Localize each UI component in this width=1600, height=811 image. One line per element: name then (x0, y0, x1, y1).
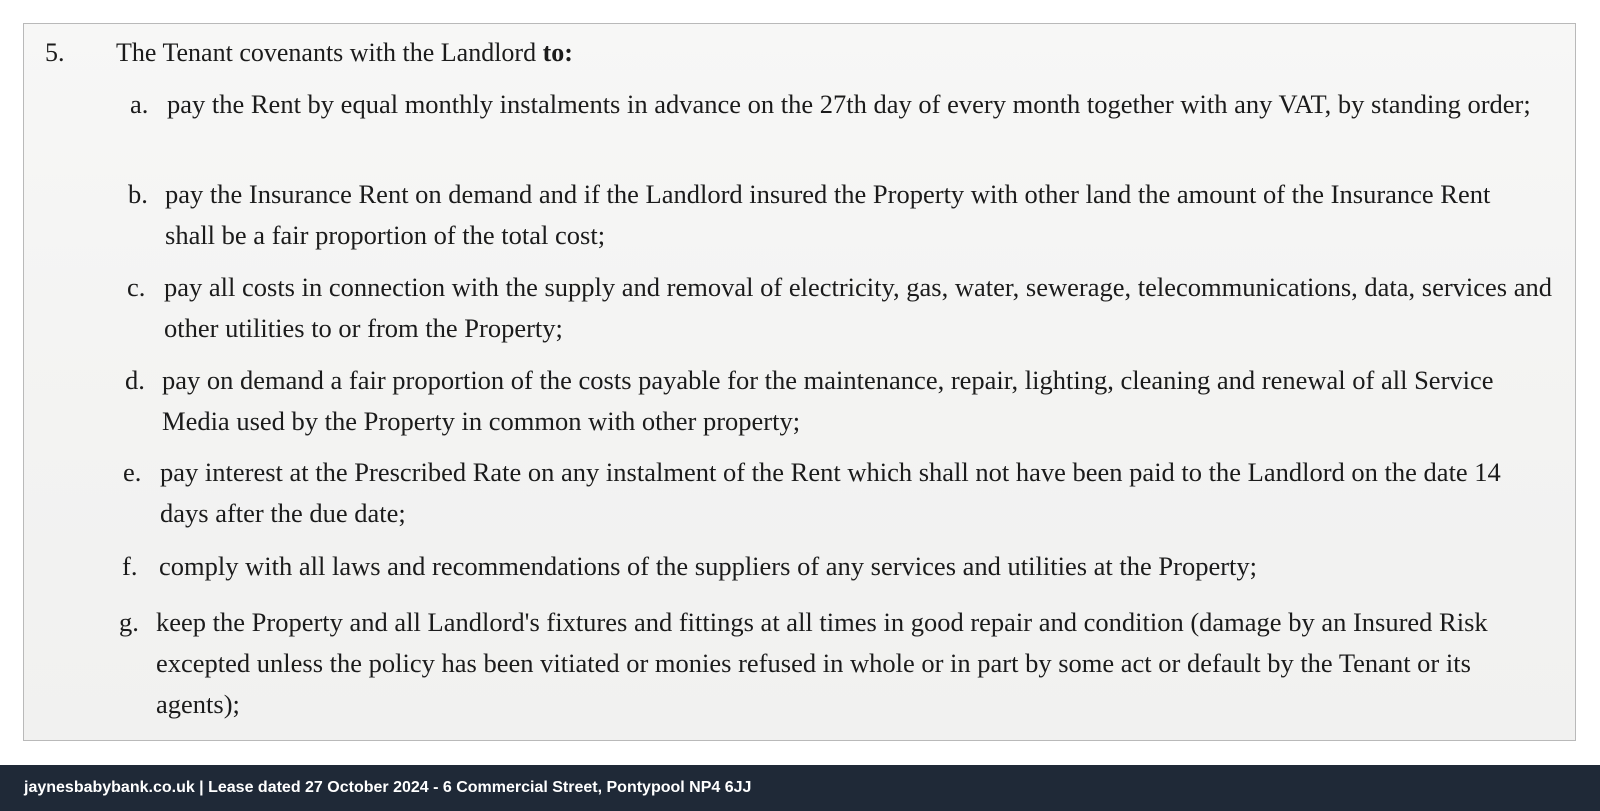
clause-item-e (123, 452, 1543, 534)
clause-intro-bold: to: (542, 38, 573, 67)
clause-item-a (130, 84, 1555, 125)
clause-heading (45, 38, 573, 68)
clause-item-g (119, 602, 1559, 725)
footer-caption: jaynesbabybank.co.uk | Lease dated 27 October 2024 - 6 Commercial Street, Pontypool NP4 6JJ (24, 779, 752, 796)
item-text: comply with all laws and recommendations of the suppliers of any services and utilities at the Property; (159, 551, 1258, 581)
item-letter: g. (119, 607, 139, 637)
footer-caption-bar (0, 765, 1600, 811)
clause-item-d (125, 360, 1545, 442)
clause-item-b (128, 174, 1528, 256)
clause-number: 5. (45, 38, 65, 67)
item-letter: c. (127, 272, 146, 302)
item-letter: d. (125, 365, 145, 395)
item-letter: e. (123, 457, 142, 487)
document-page (23, 23, 1576, 741)
item-text: pay all costs in connection with the supply and removal of electricity, gas, water, sewerage, telecommunications, data, services and other utilities to or from the Property; (164, 272, 1553, 343)
item-letter: f. (122, 551, 138, 581)
item-text: pay the Insurance Rent on demand and if the Landlord insured the Property with other land the amount of the Insurance Rent shall be a fair proportion of the total cost; (165, 179, 1491, 250)
clause-item-c (127, 267, 1557, 349)
item-letter: a. (130, 89, 149, 119)
clause-intro: The Tenant covenants with the Landlord (116, 38, 543, 67)
item-text: pay on demand a fair proportion of the costs payable for the maintenance, repair, lighting, cleaning and renewal of all Service Media used by the Property in common with other property; (162, 365, 1494, 436)
item-text: pay interest at the Prescribed Rate on any instalment of the Rent which shall not have been paid to the Landlord on the date 14 days after the due date; (160, 457, 1501, 528)
item-letter: b. (128, 179, 148, 209)
item-text: pay the Rent by equal monthly instalments in advance on the 27th day of every month together with any VAT, by standing order; (167, 89, 1531, 119)
clause-item-f (122, 546, 1542, 587)
item-text: keep the Property and all Landlord's fixtures and fittings at all times in good repair and condition (damage by an Insured Risk excepted unless the policy has been vitiated or monies refused in whole or in part by some act or default by the Tenant or its agents); (156, 607, 1488, 719)
